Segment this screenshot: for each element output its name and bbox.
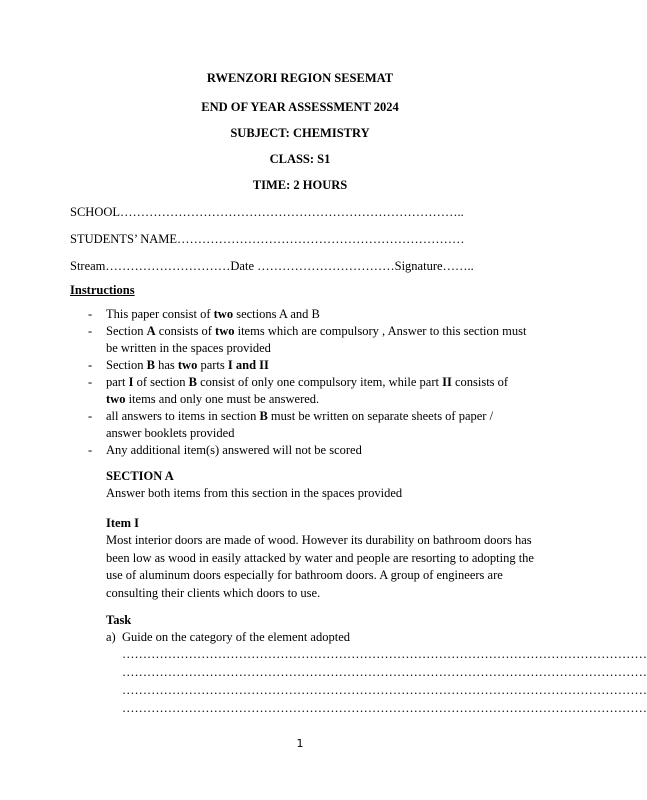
page-number: 1 bbox=[296, 737, 304, 750]
instruction-item: - Any additional item(s) answered will not be scored bbox=[88, 443, 362, 457]
instruction-item: - Section A consists of two items which are compulsory , Answer to this section must be written in the spaces provided bbox=[88, 324, 527, 355]
instructions-list bbox=[88, 306, 528, 459]
section-a-heading: SECTION A bbox=[106, 469, 174, 483]
exam-title: END OF YEAR ASSESSMENT 2024 bbox=[201, 100, 399, 114]
task-heading: Task bbox=[106, 613, 132, 627]
instructions-heading: Instructions bbox=[70, 283, 135, 297]
answer-line[interactable]: ……………………………………………………………………………………………………………… bbox=[122, 683, 647, 697]
region-title: RWENZORI REGION SESEMAT bbox=[206, 71, 394, 85]
item-1-heading: Item I bbox=[106, 516, 139, 530]
stream-date-signature-field: Stream…………………………Date ……………………………Signature…….. bbox=[70, 259, 474, 273]
instruction-item: - part I of section B consist of only one compulsory item, while part II consists of two items and only one must be answered. bbox=[88, 375, 509, 406]
item-1-text: Most interior doors are made of wood. However its durability on bathroom doors has been low as wood in easily attacked by water and people are resorting to adopting the use of aluminum doors especially for bathroom doors. A group of engineers are consulting their clients which doors to use. bbox=[106, 533, 534, 600]
answer-line[interactable]: ……………………………………………………………………………………………………………… bbox=[122, 665, 647, 679]
answer-line[interactable]: ……………………………………………………………………………………………………………… bbox=[122, 647, 647, 661]
school-field: SCHOOL……………………………………………………………………….. bbox=[70, 205, 464, 219]
student-name-field: STUDENTS’ NAME…………………………………………………………… bbox=[70, 232, 465, 246]
task-item-a: a) Guide on the category of the element adopted bbox=[106, 630, 351, 644]
section-a-subtitle: Answer both items from this section in the spaces provided bbox=[106, 486, 403, 500]
time-title: TIME: 2 HOURS bbox=[252, 178, 348, 192]
subject-title: SUBJECT: CHEMISTRY bbox=[230, 126, 370, 140]
class-title: CLASS: S1 bbox=[269, 152, 331, 166]
instruction-item: - This paper consist of two sections A and B bbox=[88, 307, 320, 321]
instruction-item: - Section B has two parts I and II bbox=[88, 358, 269, 372]
instruction-item: - all answers to items in section B must be written on separate sheets of paper / answer booklets provided bbox=[88, 409, 494, 440]
answer-line[interactable]: ……………………………………………………………………………………………………………… bbox=[122, 701, 647, 715]
